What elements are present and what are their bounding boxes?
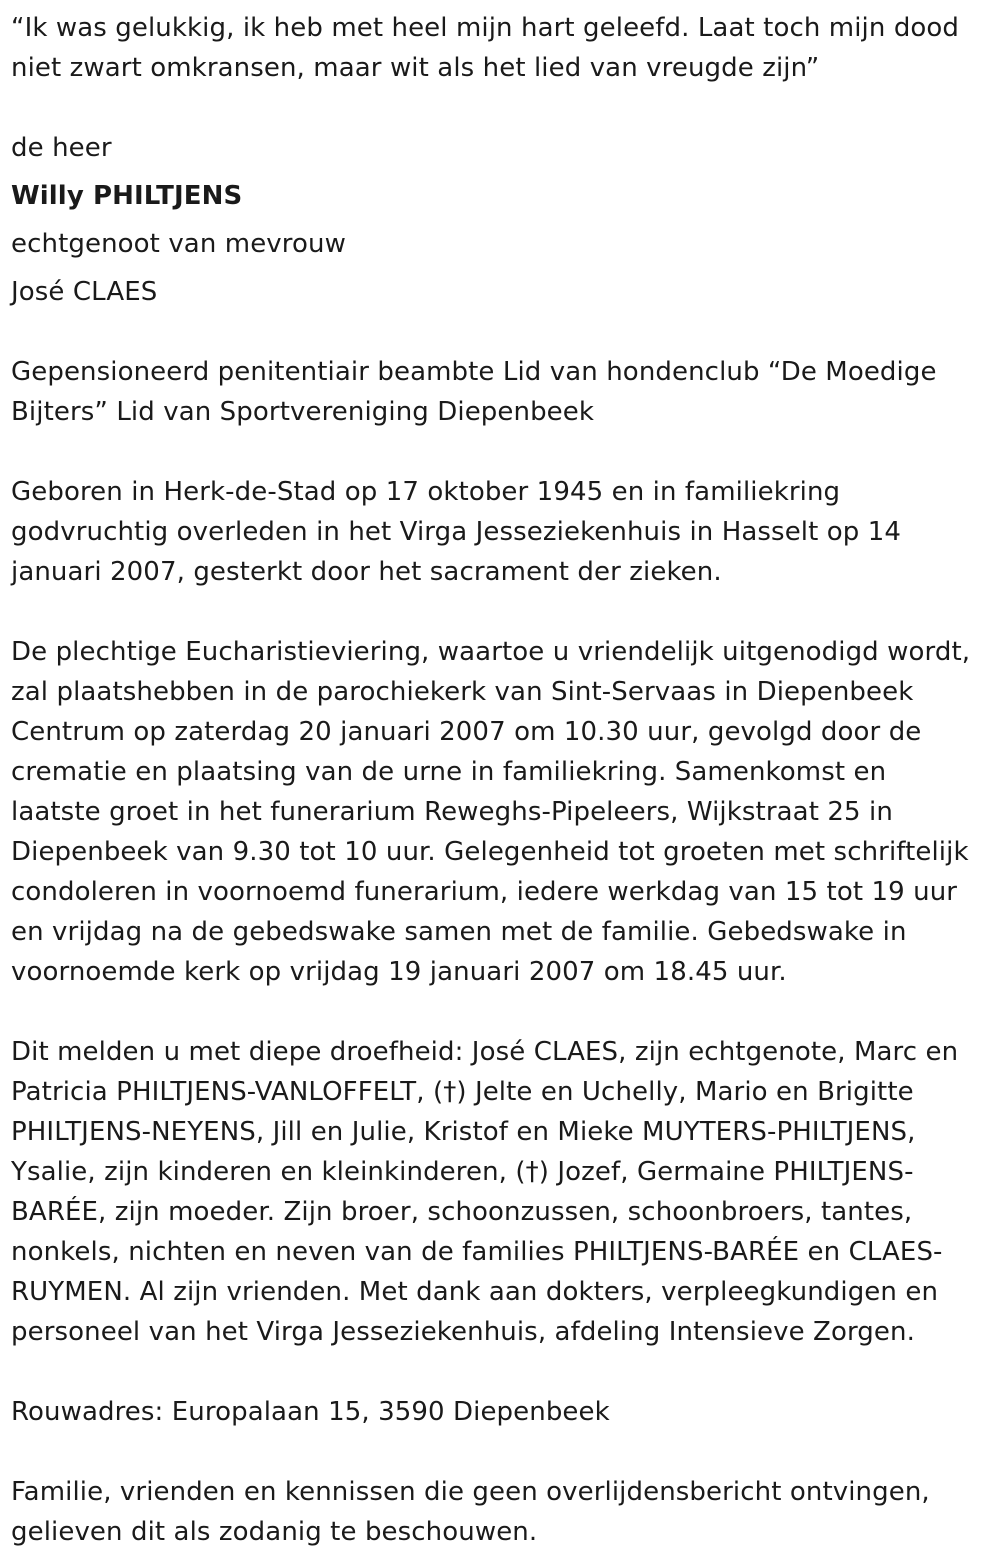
obituary-document bbox=[11, 8, 993, 1552]
mourning-address: Rouwadres: Europalaan 15, 3590 Diepenbeek bbox=[11, 1397, 610, 1427]
birth-death-line: Geboren in Herk-de-Stad op 17 oktober 1945 en in familiekring bbox=[11, 477, 841, 507]
birth-death-paragraph bbox=[11, 472, 993, 592]
deceased-name: Willy PHILTJENS bbox=[11, 181, 243, 211]
closing-line: gelieven dit als zodanig te beschouwen. bbox=[11, 1517, 538, 1547]
quote-line: niet zwart omkransen, maar wit als het lied van vreugde zijn” bbox=[11, 53, 820, 83]
occupation-line: Bijters” Lid van Sportvereniging Diepenbeek bbox=[11, 397, 595, 427]
ceremony-line: Diepenbeek van 9.30 tot 10 uur. Gelegenheid tot groeten met schriftelijk bbox=[11, 837, 969, 867]
spouse-intro: echtgenoot van mevrouw bbox=[11, 229, 346, 259]
quote-line: “Ik was gelukkig, ik heb met heel mijn hart geleefd. Laat toch mijn dood bbox=[11, 13, 960, 43]
mourners-line: BARÉE, zijn moeder. Zijn broer, schoonzussen, schoonbroers, tantes, bbox=[11, 1197, 913, 1227]
ceremony-line: De plechtige Eucharistieviering, waartoe u vriendelijk uitgenodigd wordt, bbox=[11, 637, 971, 667]
ceremony-line: voornoemde kerk op vrijdag 19 januari 2007 om 18.45 uur. bbox=[11, 957, 787, 987]
closing-paragraph bbox=[11, 1472, 993, 1552]
mourners-line: PHILTJENS-NEYENS, Jill en Julie, Kristof en Mieke MUYTERS-PHILTJENS, bbox=[11, 1117, 916, 1147]
ceremony-line: crematie en plaatsing van de urne in familiekring. Samenkomst en bbox=[11, 757, 887, 787]
spouse-name: José CLAES bbox=[11, 277, 158, 307]
ceremony-line: laatste groet in het funerarium Reweghs-Pipeleers, Wijkstraat 25 in bbox=[11, 797, 893, 827]
mourners-line: personeel van het Virga Jesseziekenhuis, afdeling Intensieve Zorgen. bbox=[11, 1317, 915, 1347]
ceremony-line: Centrum op zaterdag 20 januari 2007 om 10.30 uur, gevolgd door de bbox=[11, 717, 922, 747]
honorific: de heer bbox=[11, 133, 112, 163]
ceremony-line: en vrijdag na de gebedswake samen met de familie. Gebedswake in bbox=[11, 917, 907, 947]
closing-line: Familie, vrienden en kennissen die geen overlijdensbericht ontvingen, bbox=[11, 1477, 930, 1507]
mourners-line: nonkels, nichten en neven van de families PHILTJENS-BARÉE en CLAES- bbox=[11, 1237, 943, 1267]
ceremony-paragraph bbox=[11, 632, 993, 992]
birth-death-line: januari 2007, gesterkt door het sacrament der zieken. bbox=[11, 557, 722, 587]
mourners-line: RUYMEN. Al zijn vrienden. Met dank aan dokters, verpleegkundigen en bbox=[11, 1277, 939, 1307]
birth-death-line: godvruchtig overleden in het Virga Jesseziekenhuis in Hasselt op 14 bbox=[11, 517, 902, 547]
opening-quote bbox=[11, 8, 993, 88]
occupation-line: Gepensioneerd penitentiair beambte Lid van hondenclub “De Moedige bbox=[11, 357, 937, 387]
mourners-paragraph bbox=[11, 1032, 993, 1352]
mourners-line: Ysalie, zijn kinderen en kleinkinderen, (†) Jozef, Germaine PHILTJENS- bbox=[11, 1157, 914, 1187]
ceremony-line: condoleren in voornoemd funerarium, iedere werkdag van 15 tot 19 uur bbox=[11, 877, 958, 907]
mourners-line: Patricia PHILTJENS-VANLOFFELT, (†) Jelte en Uchelly, Mario en Brigitte bbox=[11, 1077, 914, 1107]
ceremony-line: zal plaatshebben in de parochiekerk van Sint-Servaas in Diepenbeek bbox=[11, 677, 914, 707]
mourners-line: Dit melden u met diepe droefheid: José CLAES, zijn echtgenote, Marc en bbox=[11, 1037, 959, 1067]
occupation-paragraph bbox=[11, 352, 993, 432]
